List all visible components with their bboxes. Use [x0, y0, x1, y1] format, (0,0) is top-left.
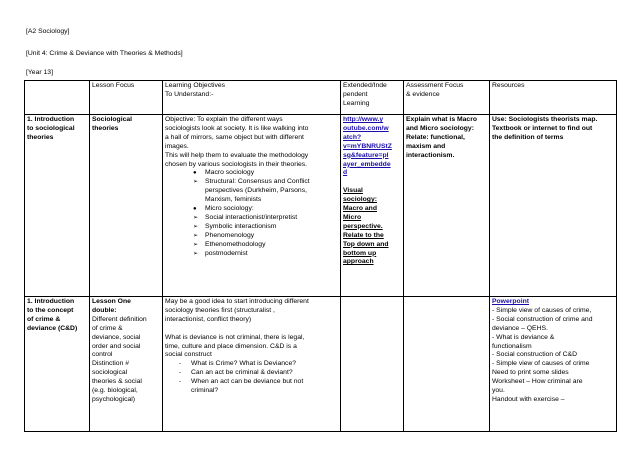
header-learning-objectives: Learning Objectives To Understand:- — [163, 81, 341, 115]
arrow-bullet-icon: ➢ — [193, 232, 199, 239]
list-item-continuation: perspectives (Durkheim, Parsons, — [205, 187, 307, 195]
list-item-continuation: criminal? — [191, 387, 219, 395]
list-item-continuation: Marxism, feminists — [205, 196, 262, 204]
row2-assessment — [404, 297, 490, 432]
row2-lesson-focus: Lesson One double: Different definition of crime & deviance, social order and social control Distinction # sociological theories & social (e.g. biological, psychological) — [90, 297, 163, 432]
arrow-bullet-icon: ➢ — [193, 214, 199, 221]
row1-topic: 1. Introduction to sociological theories — [25, 115, 90, 297]
row1-objectives: Objective: To explain the different ways sociologists look at society. It is like walking into a hall of mirrors, same object but with different images. This will help them to evaluate the methodology chosen by various sociologists in their theories. ● Macro sociology ➢ Structural: Consensus and Conflict perspectives (Durkheim, Parsons, Marxism, feminists ● Micro sociology: ➢ Social interactionist/interpretist ➢ Symbolic interactionism ➢ Phenomenology ➢ Ethenomethodology ➢ postmodernist — [163, 115, 341, 297]
year-label: [Year 13] — [26, 69, 53, 76]
bullet-dot-icon: ● — [193, 170, 197, 177]
header-resources: Resources — [490, 81, 617, 115]
arrow-bullet-icon: ➢ — [193, 223, 199, 230]
row1-extended-learning — [341, 115, 404, 297]
list-item: ● Macro sociology — [193, 169, 255, 177]
list-item: ➢ Structural: Consensus and Conflict — [193, 178, 310, 186]
list-item: ➢ postmodernist — [193, 249, 248, 257]
list-item: ➢ Symbolic interactionism — [193, 222, 277, 230]
table-row — [25, 297, 617, 432]
list-item: ● Micro sociology: — [193, 205, 254, 213]
objectives-list — [165, 169, 338, 258]
list-item: ➢ Phenomenology — [193, 231, 255, 239]
visual-sociology-link[interactable]: Visual sociology: Macro and Micro perspective. Relate to the Top down and bottom up approach — [343, 187, 389, 266]
lesson-plan-table — [24, 80, 617, 432]
row2-resources: Powerpoint - Simple view of causes of crime, - Social construction of crime and deviance – QEHS. - What is deviance & functionalism - Social construction of C&D - Simple view of causes of crime Need to print some slides Worksheet – How criminal are you. Handout with exercise – — [490, 297, 617, 432]
table-header-row — [25, 81, 617, 115]
row1-assessment: Explain what is Macro and Micro sociology: Relate: functional, maxism and interactionism. — [404, 115, 490, 297]
row1-resources: Use: Sociologists theorists map. Textbook or internet to find out the definition of terms — [490, 115, 617, 297]
arrow-bullet-icon: ➢ — [193, 241, 199, 248]
row2-objectives: May be a good idea to start introducing different sociology theories first (structuralist , interactionist, conflict theory) What is deviance is not criminal, there is legal, time, culture and place dimension. C&D is a social construct - What is Crime? What is Deviance? - Can an act be criminal & deviant? - When an act can be deviance but not criminal? — [163, 297, 341, 432]
list-item: - When an act can be deviance but not — [179, 378, 304, 386]
arrow-bullet-icon: ➢ — [193, 250, 199, 257]
row2-topic: 1. Introduction to the concept of crime & deviance (C&D) — [25, 297, 90, 432]
header-assessment-focus: Assessment Focus & evidence — [404, 81, 490, 115]
list-item: ➢ Ethenomethodology — [193, 240, 266, 248]
list-item: ➢ Social interactionist/interpretist — [193, 213, 298, 221]
unit-label: [Unit 4: Crime & Deviance with Theories & Methods] — [26, 50, 183, 57]
row2-extended-learning — [341, 297, 404, 432]
header-extended-learning: Extended/Inde pendent Learning — [341, 81, 404, 115]
question-list — [165, 360, 338, 396]
powerpoint-link[interactable]: Powerpoint — [492, 298, 530, 305]
list-item: - Can an act be criminal & deviant? — [179, 369, 293, 377]
youtube-link[interactable]: http://www.y outube.com/w atch? v=mYBNRUStZ sg&feature=pl ayer_embedde d — [343, 116, 392, 177]
arrow-bullet-icon: ➢ — [193, 179, 199, 186]
course-label: [A2 Sociology] — [26, 28, 70, 35]
table-row — [25, 115, 617, 297]
header-lesson-focus: Lesson Focus — [90, 81, 163, 115]
list-item: - What is Crime? What is Deviance? — [179, 360, 297, 368]
bullet-dot-icon: ● — [193, 206, 197, 213]
header-cell-blank — [25, 81, 90, 115]
row1-lesson-focus: Sociological theories — [90, 115, 163, 297]
